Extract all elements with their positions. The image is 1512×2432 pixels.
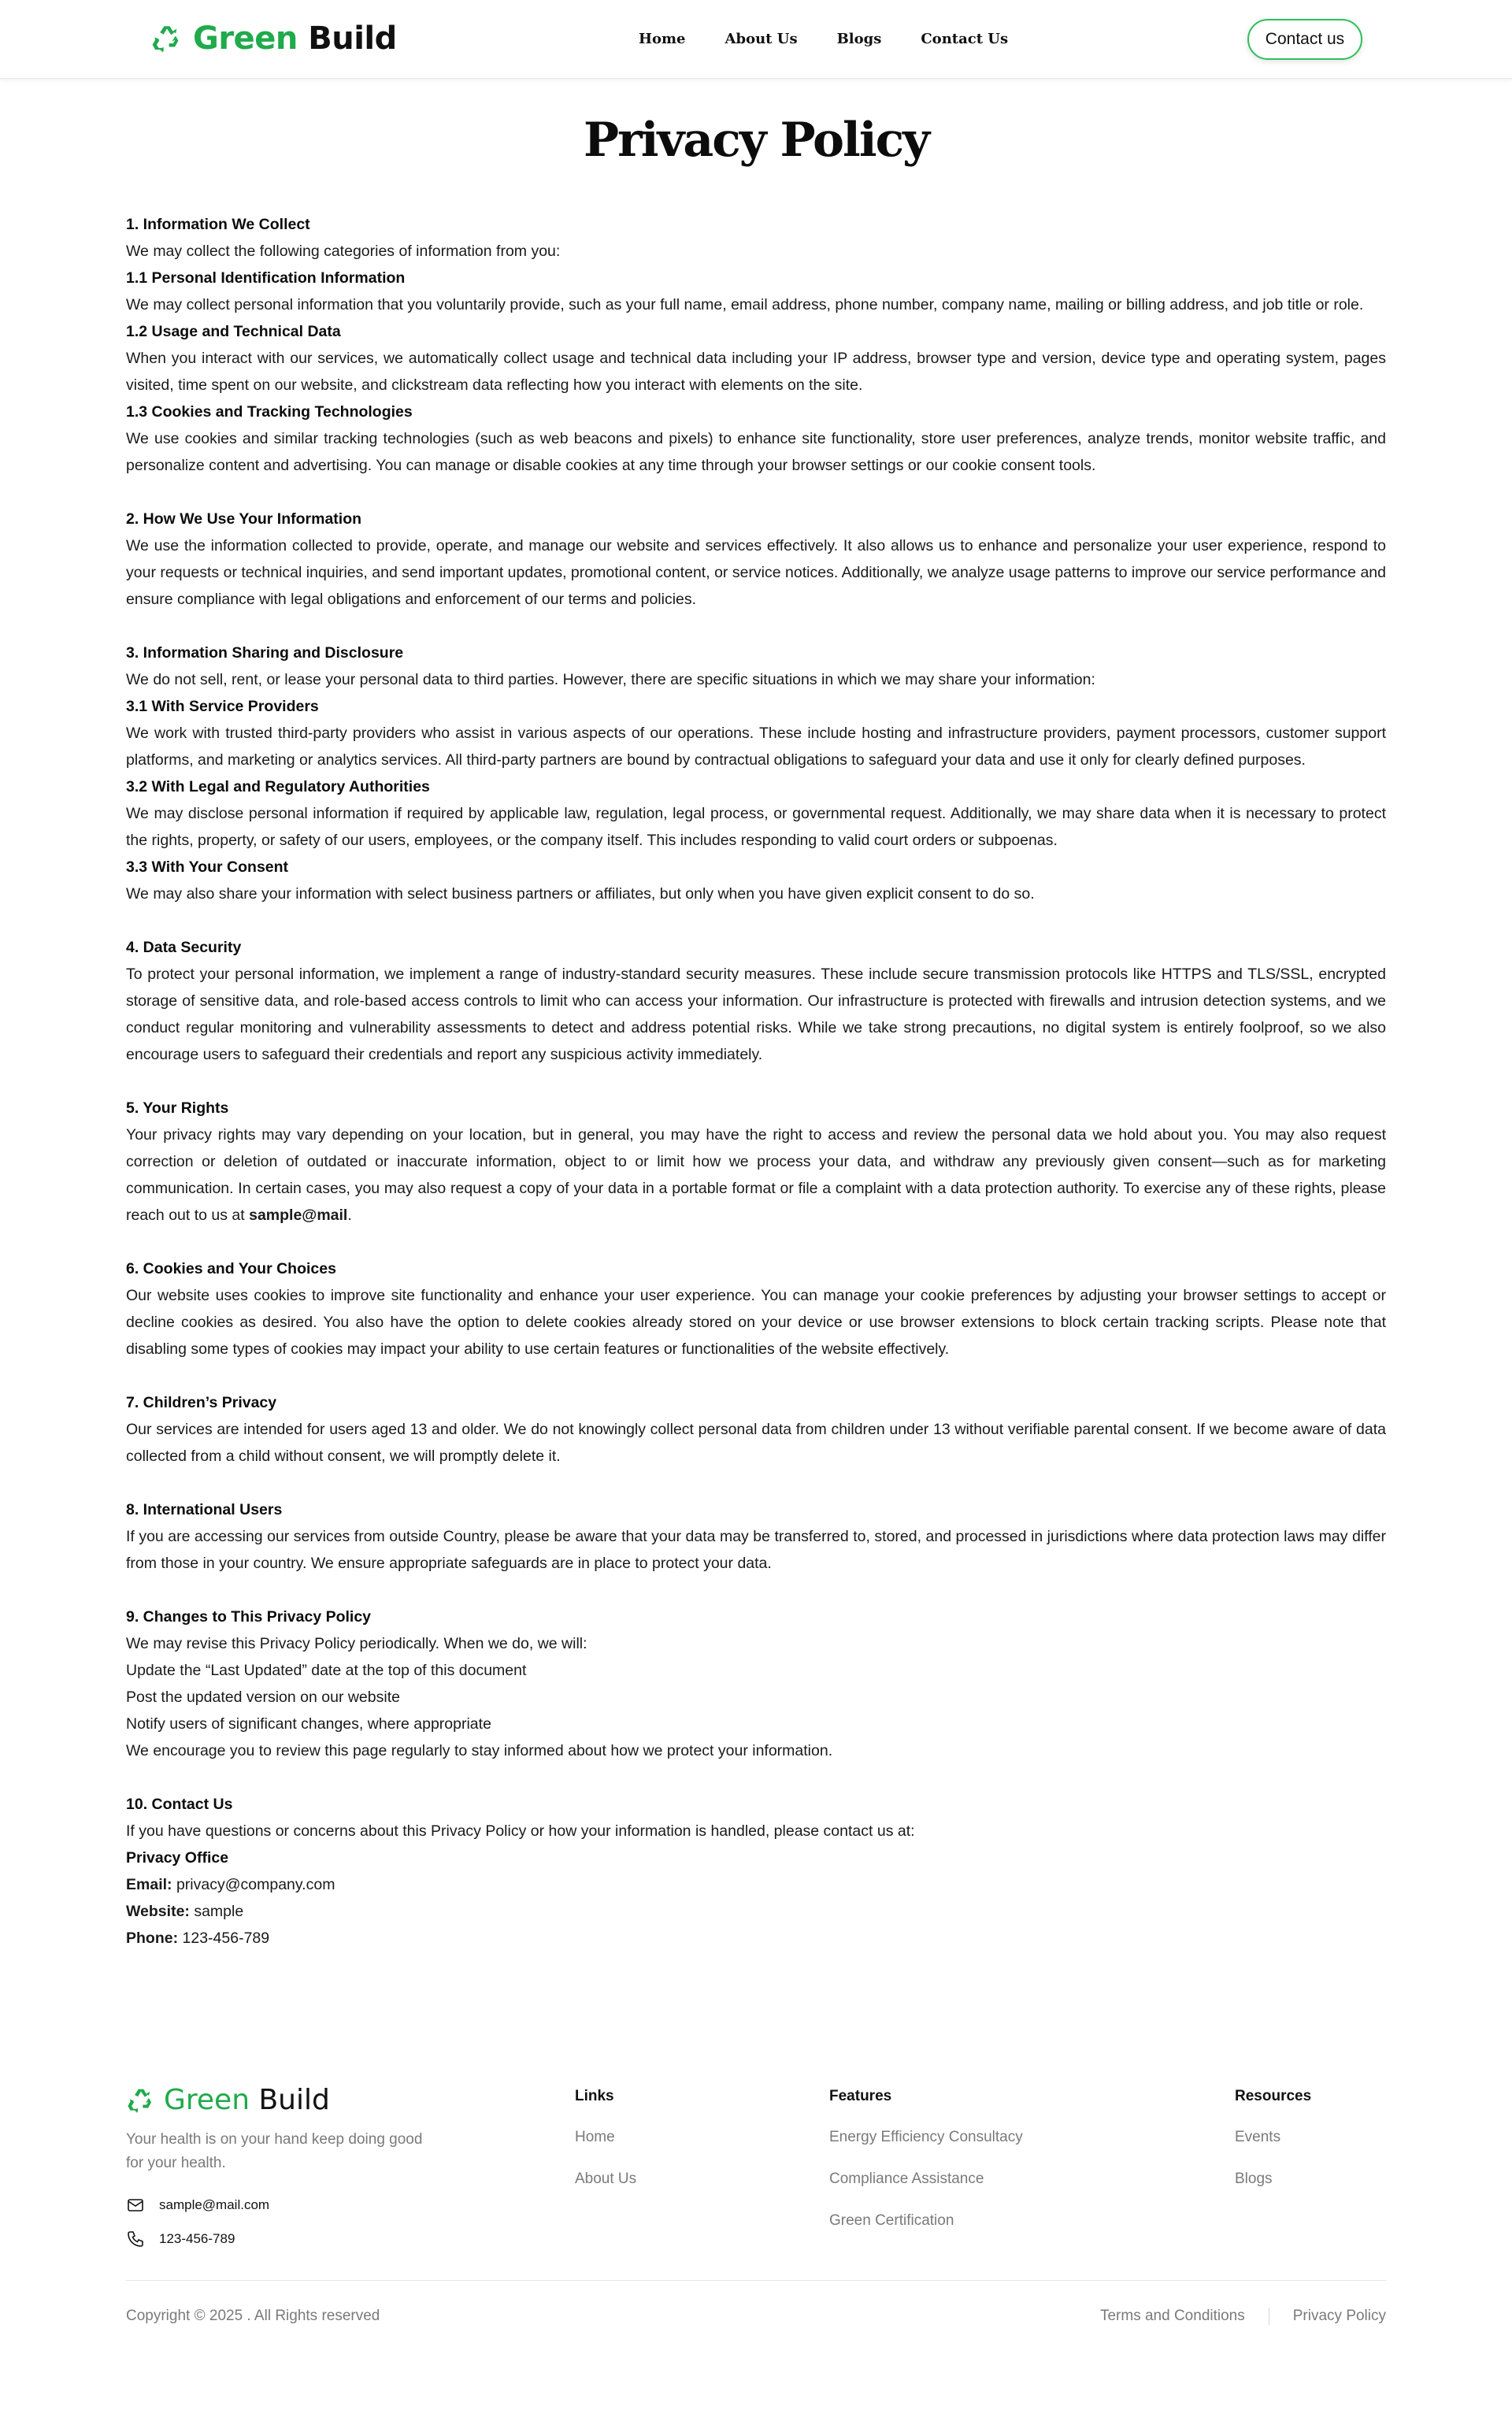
subsection-heading: 3.2 With Legal and Regulatory Authorities: [126, 778, 430, 795]
section-heading: 7. Children’s Privacy: [126, 1394, 277, 1411]
footer-resources-column: [1235, 2087, 1311, 2211]
paragraph: To protect your personal information, we implement a range of industry-standard security measures. These include secure transmission protocols like HTTPS and TLS/SSL, encrypted storage of sensitive data, and role-based access controls to limit who can access your information. Our infrastructure is protected with firewalls and intrusion detection systems, and we conduct regular monitoring and vulnerability assessments to detect and address potential risks. While we take strong precautions, no digital system is entirely foolproof, so we also encourage users to safeguard their credentials and report any suspicious activity immediately.: [126, 966, 1386, 1063]
terms-link[interactable]: Terms and Conditions: [1099, 2308, 1245, 2324]
subsection-heading: 3.3 With Your Consent: [126, 858, 289, 876]
paragraph: We may collect the following categories of information from you:: [126, 243, 561, 260]
paragraph: We encourage you to review this page regularly to stay informed about how we protect your information.: [126, 1742, 833, 1759]
footer-email[interactable]: [126, 2196, 269, 2215]
paragraph: Our website uses cookies to improve site functionality and enhance your user experience. You can manage your cookie preferences by adjusting your browser settings to accept or decline cookies as desired. You also have the option to delete cookies already stored on your device or use browser extensions to block certain tracking scripts. Please note that disabling some types of cookies may impact your ability to use certain features or functionalities of the website effectively.: [126, 1287, 1386, 1358]
policy-content: [126, 211, 1386, 1952]
section-spacer: [126, 1362, 1386, 1389]
nav-contact-us[interactable]: Contact Us: [921, 31, 1009, 47]
paragraph: We work with trusted third-party providers who assist in various aspects of our operations. These include hosting and infrastructure providers, payment processors, customer support platforms, and marketing or analytics services. All third-party partners are bound by contractual obligations to safeguard your data and use it only for clearly defined purposes.: [126, 725, 1386, 769]
footer-resource-blogs[interactable]: Blogs: [1235, 2171, 1273, 2187]
footer-feature-energy[interactable]: Energy Efficiency Consultacy: [829, 2129, 1023, 2145]
footer-features-column: [829, 2087, 1023, 2253]
nav-about-us[interactable]: About Us: [724, 31, 798, 47]
section-heading: 3. Information Sharing and Disclosure: [126, 644, 404, 662]
subsection-heading: 1.1 Personal Identification Information: [126, 269, 406, 287]
nav-blogs[interactable]: Blogs: [836, 31, 882, 47]
footer-feature-certification[interactable]: Green Certification: [829, 2212, 954, 2229]
footer-link-home[interactable]: Home: [575, 2129, 615, 2145]
footer-resources-title: Resources: [1235, 2088, 1312, 2104]
contact-detail: [126, 1871, 1386, 1898]
subsection-heading: 1.3 Cookies and Tracking Technologies: [126, 403, 413, 421]
footer-links-column: [575, 2087, 636, 2211]
contact-detail-label: Email:: [126, 1876, 172, 1893]
paragraph: Our services are intended for users aged 13 and older. We do not knowingly collect personal data from children under 13 without verifiable parental consent. If we become aware of data collected from a child without consent, we will promptly delete it.: [126, 1421, 1386, 1465]
section-heading: 5. Your Rights: [126, 1099, 229, 1117]
footer-legal-links: [1100, 2308, 1386, 2325]
contact-detail-value: sample: [189, 1903, 244, 1920]
paragraph: We do not sell, rent, or lease your personal data to third parties. However, there are specific situations in which we may share your information:: [126, 671, 1095, 688]
section-heading: 2. How We Use Your Information: [126, 510, 362, 528]
contact-detail-label: Website:: [126, 1903, 190, 1920]
contact-detail-value: 123-456-789: [178, 1930, 270, 1947]
paragraph: We may disclose personal information if required by applicable law, regulation, legal process, or governmental request. Additionally, we may share data when it is necessary to protect the rights, property, or safety of our users, employees, or the company itself. This includes responding to valid court orders or subpoenas.: [126, 805, 1386, 849]
contact-us-button[interactable]: Contact us: [1247, 19, 1362, 60]
section-spacer: [126, 1229, 1386, 1255]
paragraph: Post the updated version on our website: [126, 1689, 400, 1706]
paragraph: Update the “Last Updated” date at the top of this document: [126, 1662, 527, 1679]
contact-detail: [126, 1925, 1386, 1952]
recycle-icon: [150, 22, 183, 55]
footer-brand-name: Green Build: [164, 2084, 330, 2116]
footer-tagline: Your health is on your hand keep doing good for your health.: [126, 2131, 423, 2171]
copyright: Copyright © 2025 . All Rights reserved: [126, 2308, 380, 2324]
main-nav: [639, 30, 1047, 49]
subsection-heading: 3.1 With Service Providers: [126, 698, 319, 715]
footer-email-text: sample@mail.com: [159, 2197, 270, 2212]
section-heading: 9. Changes to This Privacy Policy: [126, 1608, 372, 1626]
paragraph-text-end: .: [347, 1207, 352, 1224]
paragraph: We may revise this Privacy Policy periodically. When we do, we will:: [126, 1635, 587, 1652]
section-heading: 10. Contact Us: [126, 1796, 233, 1813]
paragraph: Notify users of significant changes, where appropriate: [126, 1715, 491, 1733]
section-spacer: [126, 613, 1386, 640]
contact-detail-value: privacy@company.com: [172, 1876, 335, 1893]
footer-phone-text: 123-456-789: [159, 2231, 235, 2246]
recycle-icon: [126, 2085, 156, 2115]
contact-detail-label: Phone:: [126, 1930, 179, 1947]
footer-link-about-us[interactable]: About Us: [575, 2171, 637, 2187]
paragraph: If you have questions or concerns about this Privacy Policy or how your information is handled, please contact us at:: [126, 1822, 915, 1840]
footer-brand-logo[interactable]: [126, 2082, 330, 2119]
paragraph: We use the information collected to provide, operate, and manage our website and services effectively. It also allows us to enhance and personalize your user experience, respond to your requests or technical inquiries, and send important updates, promotional content, or service notices. Additionally, we analyze usage patterns to improve our service performance and ensure compliance with legal obligations and enforcement of our terms and policies.: [126, 537, 1386, 608]
site-header: [0, 0, 1512, 79]
footer-features-title: Features: [829, 2088, 892, 2104]
contact-email[interactable]: sample@mail: [249, 1207, 348, 1224]
paragraph-text: Your privacy rights may vary depending on your location, but in general, you may have the right to access and review the personal data we hold about you. You may also request correction or deletion of outdated or inaccurate information, object to or limit how we process your data, and withdraw any previously given consent—such as for marketing communication. In certain cases, you may also request a copy of your data in a portable format or file a complaint with a data protection authority. To exercise any of these rights, please reach out to us at: [126, 1126, 1386, 1224]
subsection-heading: Privacy Office: [126, 1849, 229, 1867]
mail-icon: [126, 2196, 145, 2215]
section-spacer: [126, 1470, 1386, 1496]
section-heading: 6. Cookies and Your Choices: [126, 1260, 336, 1277]
footer-phone[interactable]: [126, 2230, 235, 2248]
paragraph: When you interact with our services, we automatically collect usage and technical data including your IP address, browser type and version, device type and operating system, pages visited, time spent on our website, and clickstream data reflecting how you interact with elements on the site.: [126, 350, 1386, 394]
section-heading: 8. International Users: [126, 1501, 283, 1518]
footer-divider: [126, 2280, 1386, 2281]
footer-resource-events[interactable]: Events: [1235, 2129, 1281, 2145]
subsection-heading: 1.2 Usage and Technical Data: [126, 323, 341, 340]
paragraph: [126, 1121, 1386, 1229]
section-heading: 1. Information We Collect: [126, 216, 310, 233]
paragraph: If you are accessing our services from outside Country, please be aware that your data may be transferred to, stored, and processed in jurisdictions where data protection laws may differ from those in your country. We ensure appropriate safeguards are in place to protect your data.: [126, 1528, 1386, 1572]
section-spacer: [126, 1068, 1386, 1095]
footer-links-title: Links: [575, 2088, 614, 2104]
section-spacer: [126, 1764, 1386, 1791]
section-spacer: [126, 479, 1386, 506]
paragraph: We may collect personal information that you voluntarily provide, such as your full name, email address, phone number, company name, mailing or billing address, and job title or role.: [126, 296, 1364, 313]
brand-logo[interactable]: [150, 20, 397, 57]
section-spacer: [126, 1577, 1386, 1603]
section-spacer: [126, 907, 1386, 934]
contact-detail: [126, 1898, 1386, 1925]
paragraph: We use cookies and similar tracking technologies (such as web beacons and pixels) to enhance site functionality, store user preferences, analyze trends, monitor website traffic, and personalize content and advertising. You can manage or disable cookies at any time through your browser settings or our cookie consent tools.: [126, 430, 1386, 474]
footer-feature-compliance[interactable]: Compliance Assistance: [829, 2171, 984, 2187]
nav-home[interactable]: Home: [639, 31, 686, 47]
phone-icon: [126, 2230, 145, 2248]
privacy-policy-link[interactable]: Privacy Policy: [1292, 2308, 1386, 2324]
brand-name: Green Build: [193, 20, 397, 57]
section-heading: 4. Data Security: [126, 939, 242, 956]
paragraph: We may also share your information with select business partners or affiliates, but only when you have given explicit consent to do so.: [126, 885, 1035, 903]
page-title: Privacy Policy: [583, 113, 929, 168]
